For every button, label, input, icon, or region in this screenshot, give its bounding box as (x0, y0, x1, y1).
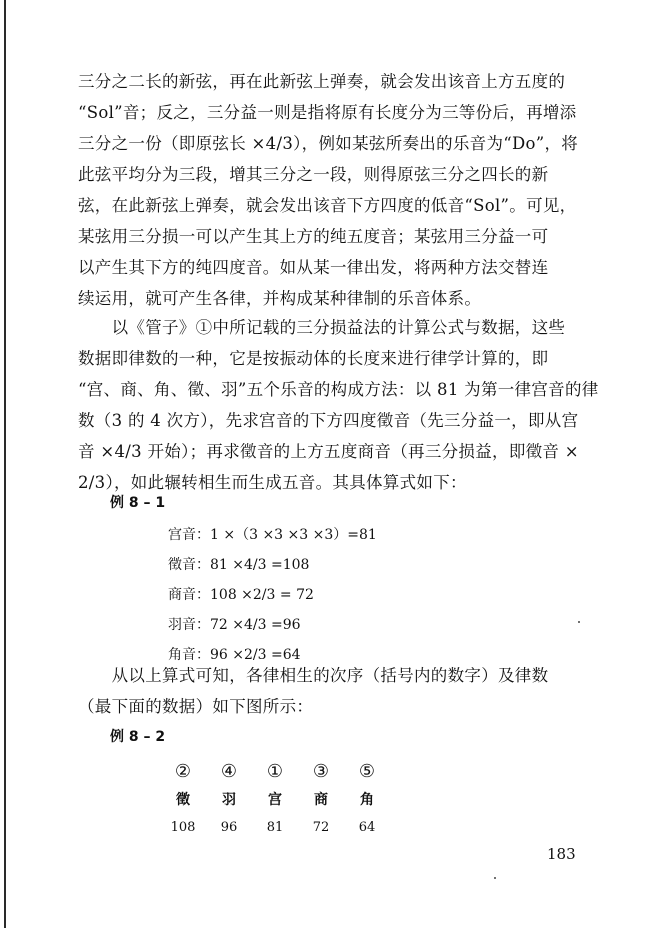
generation-order-table (160, 758, 390, 842)
text-line: 三分之二长的新弦，再在此新弦上弹奏，就会发出该音上方五度的 (78, 72, 566, 91)
example-8-1-label: 例 8 – 1 (110, 495, 166, 511)
scan-speck (578, 621, 580, 623)
formula-gong: 宫音：1 ×（3 ×3 ×3 ×3）=81 (168, 527, 377, 543)
pitch-number: 72 (312, 820, 330, 835)
order-number: ④ (220, 761, 238, 782)
text-line: 弦，在此新弦上弹奏，就会发出该音下方四度的低音“Sol”。可见， (78, 196, 577, 215)
text-line: “宫、商、角、徵、羽”五个乐音的构成方法：以 81 为第一律宫音的律 (78, 380, 599, 399)
text-line: 数据即律数的一种，它是按振动体的长度来进行律学计算的，即 (78, 349, 549, 368)
text-line: 此弦平均分为三段，增其三分之一段，则得原弦三分之四长的新 (78, 165, 549, 184)
scan-speck (494, 877, 496, 879)
tone-name: 角 (360, 792, 374, 808)
text-line: 某弦用三分损一可以产生其上方的纯五度音；某弦用三分益一可 (78, 227, 549, 246)
page-edge-rule (4, 0, 6, 928)
tone-name: 商 (314, 792, 328, 808)
paragraph-1 (78, 66, 586, 314)
text-line: 以《管子》①中所记载的三分损益法的计算公式与数据，这些 (78, 318, 566, 337)
example-8-2-label: 例 8 – 2 (110, 729, 166, 745)
tone-name: 宫 (268, 792, 282, 808)
text-line: 从以上算式可知，各律相生的次序（括号内的数字）及律数 (78, 666, 549, 685)
text-line: 三分之一份（即原弦长 ×4/3），例如某弦所奏出的乐音为“Do”，将 (78, 134, 579, 153)
pitch-number: 96 (220, 820, 238, 835)
formula-list (168, 520, 377, 670)
order-number: ① (266, 761, 284, 782)
formula-yu: 羽音：72 ×4/3 =96 (168, 617, 301, 633)
text-line: 以产生其下方的纯四度音。如从某一律出发，将两种方法交替连 (78, 258, 549, 277)
formula-jue: 角音：96 ×2/3 =64 (168, 647, 301, 663)
text-line: “Sol”音；反之，三分益一则是指将原有长度分为三等份后，再增添 (78, 103, 577, 122)
paragraph-2 (78, 312, 599, 498)
order-number: ⑤ (358, 761, 376, 782)
text-line: 音 ×4/3 开始）；再求徵音的上方五度商音（再三分损益，即徵音 × (78, 442, 579, 461)
formula-shang: 商音：108 ×2/3 = 72 (168, 587, 314, 603)
text-line: （最下面的数据）如下图所示： (78, 697, 314, 716)
order-number: ② (174, 761, 192, 782)
pitch-number: 64 (358, 820, 376, 835)
pitch-number: 108 (170, 820, 196, 835)
text-line: 2/3），如此辗转相生而生成五音。其具体算式如下： (78, 473, 467, 492)
pitch-number: 81 (266, 820, 284, 835)
page-number: 183 (547, 845, 576, 863)
order-number: ③ (312, 761, 330, 782)
paragraph-3 (78, 660, 586, 722)
text-line: 数（3 的 4 次方），先求宫音的下方四度徵音（先三分益一，即从宫 (78, 411, 579, 430)
tone-name: 徵 (176, 792, 190, 808)
text-line: 续运用，就可产生各律，并构成某种律制的乐音体系。 (78, 289, 482, 308)
formula-zhi: 徵音：81 ×4/3 =108 (168, 557, 310, 573)
tone-name: 羽 (222, 792, 236, 808)
